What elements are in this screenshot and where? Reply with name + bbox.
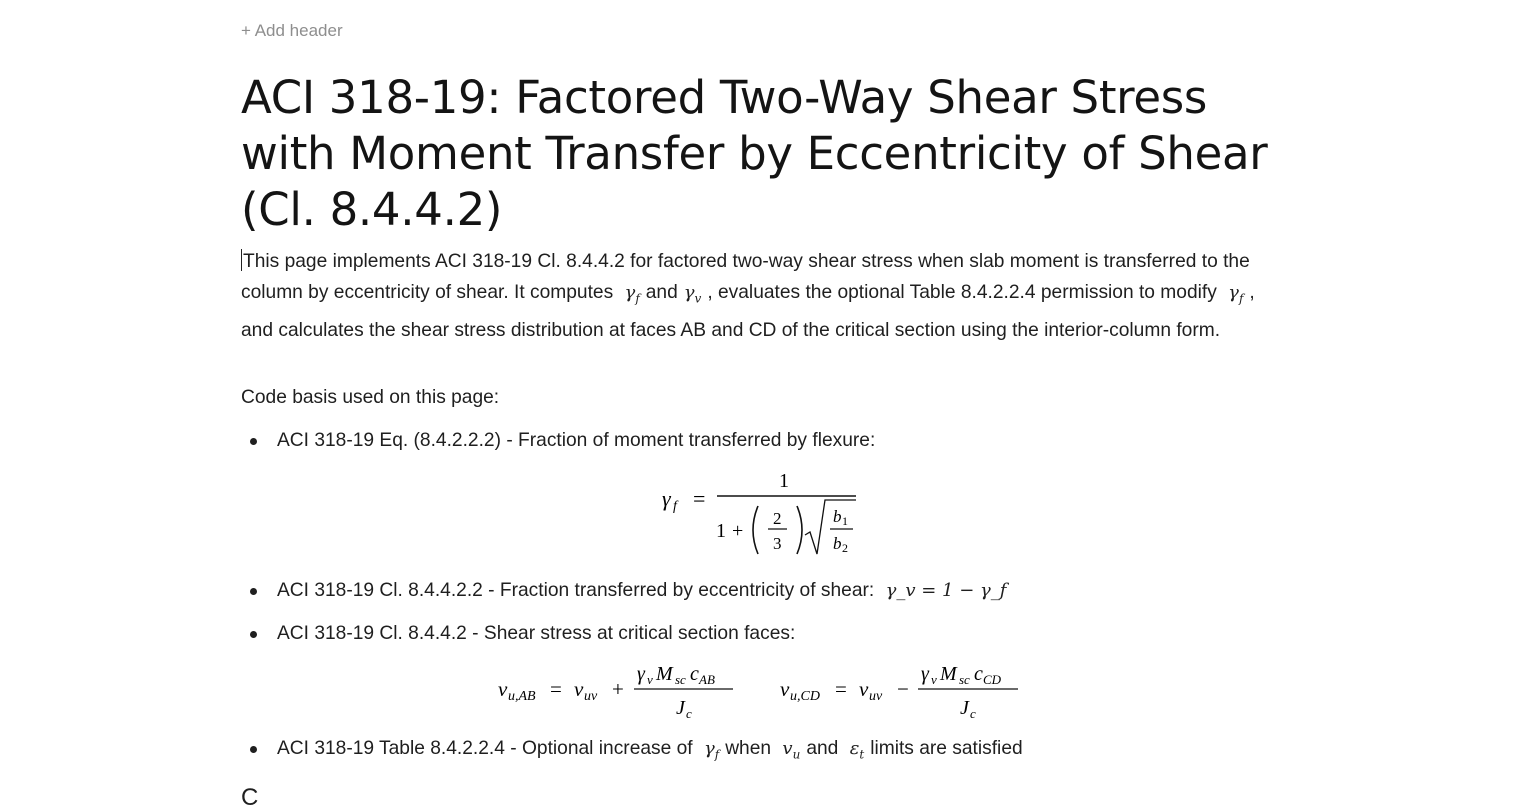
gamma-v-symbol: $\gamma_v$ [683, 282, 702, 306]
eq2-M-1: M [656, 663, 673, 685]
eq2-minus: − [897, 677, 909, 701]
eq1-two: 2 [773, 509, 782, 528]
eq1-right-paren [797, 506, 802, 554]
text-cursor [241, 249, 242, 271]
eq1-equals: = [693, 486, 706, 511]
eq2-gamma-2: γ [921, 663, 929, 685]
eq-gamma-v-inline: γ_v = 1 − γ_f [885, 580, 1007, 601]
eq2-c-sub-cd: CD [983, 672, 1002, 687]
eq2-vuv-sub-2: uv [869, 689, 883, 704]
eq1-plus: + [732, 520, 744, 542]
eq1-numerator: 1 [779, 470, 789, 492]
eq2-c-sub-ab: AB [699, 672, 715, 687]
eq2-J-sub-2: c [970, 706, 976, 721]
eq2-vuv-sub-1: uv [584, 689, 598, 704]
eq2-v-ab: v [498, 677, 508, 701]
intro-and: and [645, 282, 678, 303]
eq2-vuv-2: v [859, 677, 869, 701]
intro-text-3: , and calculates the shear stress distribution at faces AB and CD of the critical section using the interior-column form. [241, 282, 1255, 341]
intro-paragraph[interactable] [241, 246, 1291, 346]
eq2-M-sub-2: sc [959, 672, 970, 687]
gamma-f-symbol-2: $\gamma_f$ [1228, 282, 1244, 306]
page-title: ACI 318-19: Factored Two-Way Shear Stress with Moment Transfer by Eccentricity of Shear (Cl. 8.4.4.2) [241, 71, 1268, 236]
epsilon-t-symbol: $\varepsilon_t$ [849, 738, 865, 762]
eq2-gamma-sub-2: v [931, 672, 937, 687]
eq2-v-ab-sub: u,AB [508, 689, 536, 704]
eq1-three: 3 [773, 534, 782, 553]
bullet-text: ACI 318-19 Cl. 8.4.4.2.2 - Fraction transferred by eccentricity of shear: γ_v = 1 − γ_f [277, 577, 1012, 605]
gamma-f-symbol: $\gamma_f$ [624, 282, 640, 306]
eq1-b2: b [833, 534, 842, 553]
bullet-dot [250, 631, 257, 638]
eq2-J-1: J [676, 697, 685, 719]
bullet-dot [250, 438, 257, 445]
bullet-text: ACI 318-19 Table 8.4.2.2.4 - Optional increase of $\gamma_f$ when $v_u$ and $\varepsilon_t$ limits are satisfied [277, 738, 1023, 762]
eq2-v-cd: v [780, 677, 790, 701]
eq2-J-2: J [960, 697, 969, 719]
eq2-M-2: M [940, 663, 957, 685]
bullet-dot [250, 746, 257, 753]
eq2-c-1: c [690, 663, 699, 685]
eq1-b1-sub: 1 [842, 514, 848, 528]
code-basis-label: Code basis used on this page: [241, 387, 500, 408]
bullet-text: ACI 318-19 Cl. 8.4.4.2 - Shear stress at critical section faces: [277, 623, 796, 644]
eq1-one: 1 [716, 520, 726, 542]
bullet-dot [250, 588, 257, 595]
next-heading-fragment: C [241, 784, 259, 811]
eq1-sqrt [805, 500, 856, 554]
eq2-vuv-1: v [574, 677, 584, 701]
equation-shear-stress-faces [490, 658, 1030, 722]
intro-text-1: This page implements ACI 318-19 Cl. 8.4.4.2 for factored two-way shear stress when slab moment is transferred to the column by eccentricity of shear. It computes [241, 251, 1250, 303]
eq1-b1: b [833, 507, 842, 526]
eq2-equals-1: = [550, 677, 562, 701]
eq1-lhs-sub: f [673, 499, 677, 514]
eq2-plus: + [612, 677, 624, 701]
eq2-gamma-1: γ [637, 663, 645, 685]
bullet-text: ACI 318-19 Eq. (8.4.2.2.2) - Fraction of moment transferred by flexure: [277, 430, 876, 451]
v-u-symbol: $v_u$ [782, 738, 801, 762]
eq2-M-sub-1: sc [675, 672, 686, 687]
gamma-f-symbol-b4: $\gamma_f$ [703, 738, 720, 762]
eq1-b2-sub: 2 [842, 541, 848, 555]
intro-text-2: , evaluates the optional Table 8.4.2.2.4 permission to modify [707, 282, 1217, 303]
eq2-gamma-sub-1: v [647, 672, 653, 687]
equation-gamma-f [640, 462, 880, 562]
eq1-left-paren [753, 506, 758, 554]
eq1-lhs-gamma: γ [662, 486, 671, 511]
eq2-v-cd-sub: u,CD [790, 689, 820, 704]
eq2-c-2: c [974, 663, 983, 685]
add-header-button[interactable]: + Add header [241, 21, 343, 40]
eq2-equals-2: = [835, 677, 847, 701]
eq2-J-sub-1: c [686, 706, 692, 721]
